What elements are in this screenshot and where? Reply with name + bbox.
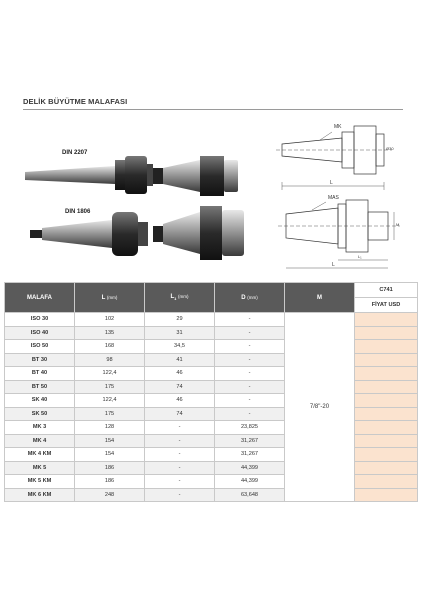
row-d-cell: - — [215, 313, 285, 327]
row-name-cell: BT 50 — [5, 380, 75, 394]
drawing-mk-label: MK — [334, 124, 342, 130]
row-l-cell: 154 — [75, 434, 145, 448]
row-l-cell: 128 — [75, 421, 145, 435]
price-cell — [355, 326, 418, 340]
price-cell — [355, 475, 418, 489]
row-d-cell: - — [215, 394, 285, 408]
spec-table-body — [5, 313, 418, 502]
price-cell — [355, 380, 418, 394]
price-cell — [355, 407, 418, 421]
din1806-tool-icon — [30, 212, 148, 256]
table-row — [5, 421, 418, 435]
table-row — [5, 326, 418, 340]
row-d-cell: - — [215, 407, 285, 421]
drawing-m-label: M — [396, 222, 400, 227]
row-l-cell: 175 — [75, 407, 145, 421]
row-l1-cell: 74 — [145, 380, 215, 394]
row-l1-cell: 31 — [145, 326, 215, 340]
price-cell — [355, 340, 418, 354]
spec-table — [4, 282, 418, 502]
title-divider — [23, 109, 403, 110]
product-photos — [20, 130, 270, 270]
din2207-label: DIN 2207 — [62, 150, 88, 156]
table-row — [5, 340, 418, 354]
row-l1-cell: - — [145, 475, 215, 489]
row-l1-cell: 46 — [145, 394, 215, 408]
row-l1-cell: - — [145, 461, 215, 475]
row-l-cell: 248 — [75, 488, 145, 502]
price-cell — [355, 367, 418, 381]
row-d-cell: - — [215, 367, 285, 381]
table-row — [5, 434, 418, 448]
row-l-cell: 154 — [75, 448, 145, 462]
m-value-cell: 7/8"-20 — [285, 313, 355, 502]
row-name-cell: BT 30 — [5, 353, 75, 367]
row-l-cell: 175 — [75, 380, 145, 394]
price-cell — [355, 313, 418, 327]
row-d-cell: - — [215, 353, 285, 367]
din1806-label: DIN 1806 — [65, 209, 91, 215]
table-row — [5, 461, 418, 475]
table-row — [5, 313, 418, 327]
header-m: M — [285, 283, 355, 313]
row-l-cell: 102 — [75, 313, 145, 327]
row-d-cell: - — [215, 326, 285, 340]
row-name-cell: MK 6 KM — [5, 488, 75, 502]
row-name-cell: SK 40 — [5, 394, 75, 408]
row-name-cell: MK 4 KM — [5, 448, 75, 462]
row-name-cell: BT 40 — [5, 367, 75, 381]
row-name-cell: ISO 30 — [5, 313, 75, 327]
price-cell — [355, 394, 418, 408]
iso-holder-large-icon — [153, 206, 244, 260]
header-l: L (mm) — [75, 283, 145, 313]
price-cell — [355, 461, 418, 475]
header-code: C741 — [355, 283, 418, 298]
header-l1: $L_1$ (mm) — [145, 283, 215, 313]
header-malafa: MALAFA — [5, 283, 75, 313]
price-cell — [355, 353, 418, 367]
table-row — [5, 475, 418, 489]
technical-drawings — [272, 118, 412, 278]
table-row — [5, 367, 418, 381]
row-d-cell: - — [215, 380, 285, 394]
price-cell — [355, 421, 418, 435]
row-l1-cell: - — [145, 448, 215, 462]
row-l-cell: 168 — [75, 340, 145, 354]
header-d: D (mm) — [215, 283, 285, 313]
row-l-cell: 122,4 — [75, 367, 145, 381]
drawing-l-label: L — [330, 180, 333, 186]
row-d-cell: - — [215, 340, 285, 354]
row-l1-cell: 41 — [145, 353, 215, 367]
table-row — [5, 380, 418, 394]
row-l1-cell: - — [145, 434, 215, 448]
row-name-cell: MK 5 KM — [5, 475, 75, 489]
price-cell — [355, 488, 418, 502]
product-photos-image — [20, 130, 270, 270]
row-name-cell: MK 4 — [5, 434, 75, 448]
row-d-cell: 44,399 — [215, 461, 285, 475]
row-l-cell: 186 — [75, 475, 145, 489]
row-l-cell: 135 — [75, 326, 145, 340]
row-name-cell: MK 3 — [5, 421, 75, 435]
row-l-cell: 98 — [75, 353, 145, 367]
row-l-cell: 122,4 — [75, 394, 145, 408]
iso-holder-small-icon — [153, 156, 238, 196]
row-d-cell: 44,399 — [215, 475, 285, 489]
row-l1-cell: - — [145, 488, 215, 502]
header-price: FİYAT USD — [355, 298, 418, 313]
row-l-cell: 186 — [75, 461, 145, 475]
row-name-cell: SK 50 — [5, 407, 75, 421]
row-name-cell: ISO 40 — [5, 326, 75, 340]
row-l1-cell: 34,5 — [145, 340, 215, 354]
din2207-tool-icon — [25, 156, 153, 194]
drawing-l1-label: L₁ — [358, 254, 362, 259]
row-name-cell: MK 5 — [5, 461, 75, 475]
row-l1-cell: 74 — [145, 407, 215, 421]
price-cell — [355, 434, 418, 448]
row-d-cell: 23,825 — [215, 421, 285, 435]
row-l1-cell: 46 — [145, 367, 215, 381]
table-row — [5, 448, 418, 462]
drawing-l-bottom-label: L — [332, 262, 335, 268]
price-cell — [355, 448, 418, 462]
row-d-cell: 31,267 — [215, 434, 285, 448]
technical-drawing-image — [272, 118, 412, 278]
row-l1-cell: 29 — [145, 313, 215, 327]
drawing-d-label: Ø30 — [386, 146, 394, 151]
row-l1-cell: - — [145, 421, 215, 435]
row-d-cell: 63,648 — [215, 488, 285, 502]
page-title: DELİK BÜYÜTME MALAFASI — [23, 97, 128, 106]
table-row — [5, 353, 418, 367]
row-d-cell: 31,267 — [215, 448, 285, 462]
row-name-cell: ISO 50 — [5, 340, 75, 354]
drawing-mas-label: MAS — [328, 195, 339, 201]
table-row — [5, 488, 418, 502]
table-row — [5, 407, 418, 421]
table-row — [5, 394, 418, 408]
